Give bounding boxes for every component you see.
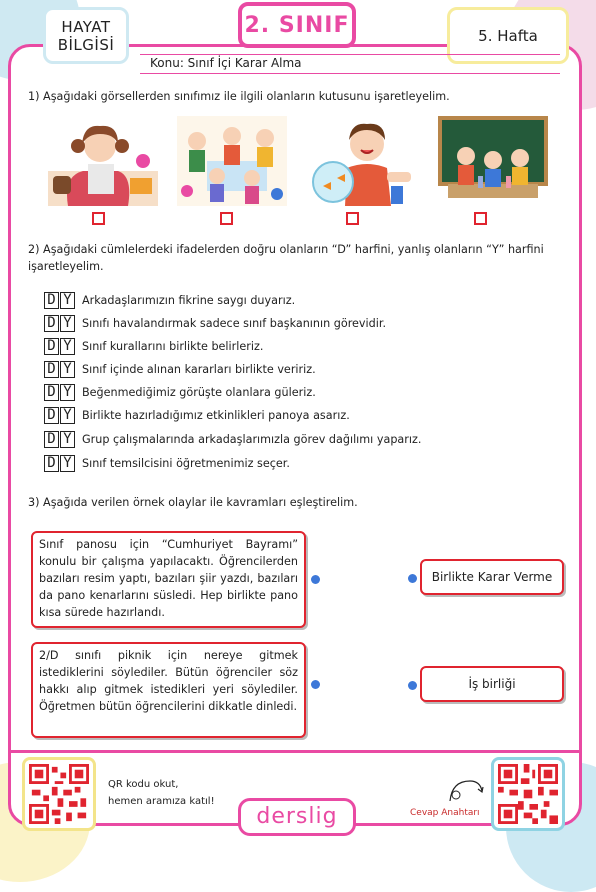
statement-row — [44, 453, 290, 473]
option-y[interactable]: Y — [60, 384, 75, 401]
statement-row — [44, 382, 316, 402]
checkbox-image-4[interactable] — [474, 212, 487, 225]
statement-text: Sınıf kurallarını birlikte belirleriz. — [82, 339, 264, 353]
checkbox-image-1[interactable] — [92, 212, 105, 225]
statement-row — [44, 336, 263, 356]
statement-row — [44, 359, 316, 379]
statement-text: Sınıf temsilcisini öğretmenimiz seçer. — [82, 456, 290, 470]
join-qr-code[interactable] — [22, 757, 96, 831]
statement-row — [44, 290, 295, 310]
question-3-text: 3) Aşağıda verilen örnek olaylar ile kavramları eşleştirelim. — [28, 496, 358, 509]
statement-text: Beğenmediğimiz görüşte olanlara güleriz. — [82, 385, 316, 399]
statement-text: Arkadaşlarımızın fikrine saygı duyarız. — [82, 293, 296, 307]
option-d[interactable]: D — [44, 384, 59, 401]
option-y[interactable]: Y — [60, 315, 75, 332]
match-dot-story-1[interactable] — [311, 575, 320, 584]
topic-title: Konu: Sınıf İçi Karar Alma — [140, 54, 560, 74]
statement-text: Sınıf içinde alınan kararları birlikte veririz. — [82, 362, 316, 376]
brand-logo: derslig — [238, 798, 356, 836]
checkbox-image-2[interactable] — [220, 212, 233, 225]
statement-row — [44, 405, 350, 425]
arrow-icon — [446, 775, 486, 805]
statement-text: Sınıfı havalandırmak sadece sınıf başkanının görevidir. — [82, 316, 386, 330]
option-y[interactable]: Y — [60, 292, 75, 309]
option-y[interactable]: Y — [60, 455, 75, 472]
option-d[interactable]: D — [44, 407, 59, 424]
option-d[interactable]: D — [44, 292, 59, 309]
match-dot-story-2[interactable] — [311, 680, 320, 689]
qr-caption-line-2: hemen aramıza katıl! — [108, 796, 215, 807]
match-dot-concept-1[interactable] — [408, 574, 417, 583]
option-d[interactable]: D — [44, 455, 59, 472]
concept-box-1: Birlikte Karar Verme — [420, 559, 564, 595]
week-label: 5. Hafta — [447, 7, 569, 64]
option-y[interactable]: Y — [60, 407, 75, 424]
concept-box-2: İş birliği — [420, 666, 564, 702]
children-painting-image — [177, 116, 287, 206]
option-d[interactable]: D — [44, 338, 59, 355]
subject-label — [43, 7, 129, 64]
option-y[interactable]: Y — [60, 431, 75, 448]
subject-line-1: HAYAT — [61, 17, 111, 36]
subject-line-2: BİLGİSİ — [57, 35, 115, 54]
qr-code-icon — [29, 764, 89, 824]
grade-label: 2. SINIF — [238, 2, 356, 48]
statement-row — [44, 429, 421, 449]
story-box-1: Sınıf panosu için “Cumhuriyet Bayramı” konulu bir çalışma yapılacaktı. Öğrencilerden bazıları resim yaptı, bazıları şiir yazdı, bazıları da pano kenarlarını süsledi. Hep birlikte pano kısa sürede hazırlandı. — [31, 531, 306, 628]
story-box-2: 2/D sınıfı piknik için nereye gitmek istediklerini söylediler. Bütün öğrenciler söz hakkı alıp gitmek istedikleri yeri söylediler. Öğretmen bütün öğrencilerini dikkatle dinledi. — [31, 642, 306, 738]
statement-row — [44, 313, 386, 333]
statement-text: Birlikte hazırladığımız etkinlikleri panoya asarız. — [82, 408, 350, 422]
match-dot-concept-2[interactable] — [408, 681, 417, 690]
answer-key-label: Cevap Anahtarı — [410, 808, 480, 818]
qr-caption-line-1: QR kodu okut, — [108, 779, 179, 790]
children-blackboard-image — [438, 116, 548, 206]
checkbox-image-3[interactable] — [346, 212, 359, 225]
option-d[interactable]: D — [44, 361, 59, 378]
qr-code-icon — [498, 764, 558, 824]
option-d[interactable]: D — [44, 315, 59, 332]
option-y[interactable]: Y — [60, 361, 75, 378]
answer-key-qr-code[interactable] — [491, 757, 565, 831]
statement-text: Grup çalışmalarında arkadaşlarımızla görev dağılımı yaparız. — [82, 432, 422, 446]
question-1-text: 1) Aşağıdaki görsellerden sınıfımız ile ilgili olanların kutusunu işaretleyelim. — [28, 90, 450, 103]
option-d[interactable]: D — [44, 431, 59, 448]
qr-caption — [108, 776, 215, 810]
girl-playing-image — [48, 116, 158, 206]
boy-feeding-fish-image — [305, 116, 415, 206]
option-y[interactable]: Y — [60, 338, 75, 355]
footer-divider — [8, 750, 582, 753]
question-2-text: 2) Aşağıdaki cümlelerdeki ifadelerden doğru olanların “D” harfini, yanlış olanların “Y” harfini işaretleyelim. — [28, 243, 544, 273]
